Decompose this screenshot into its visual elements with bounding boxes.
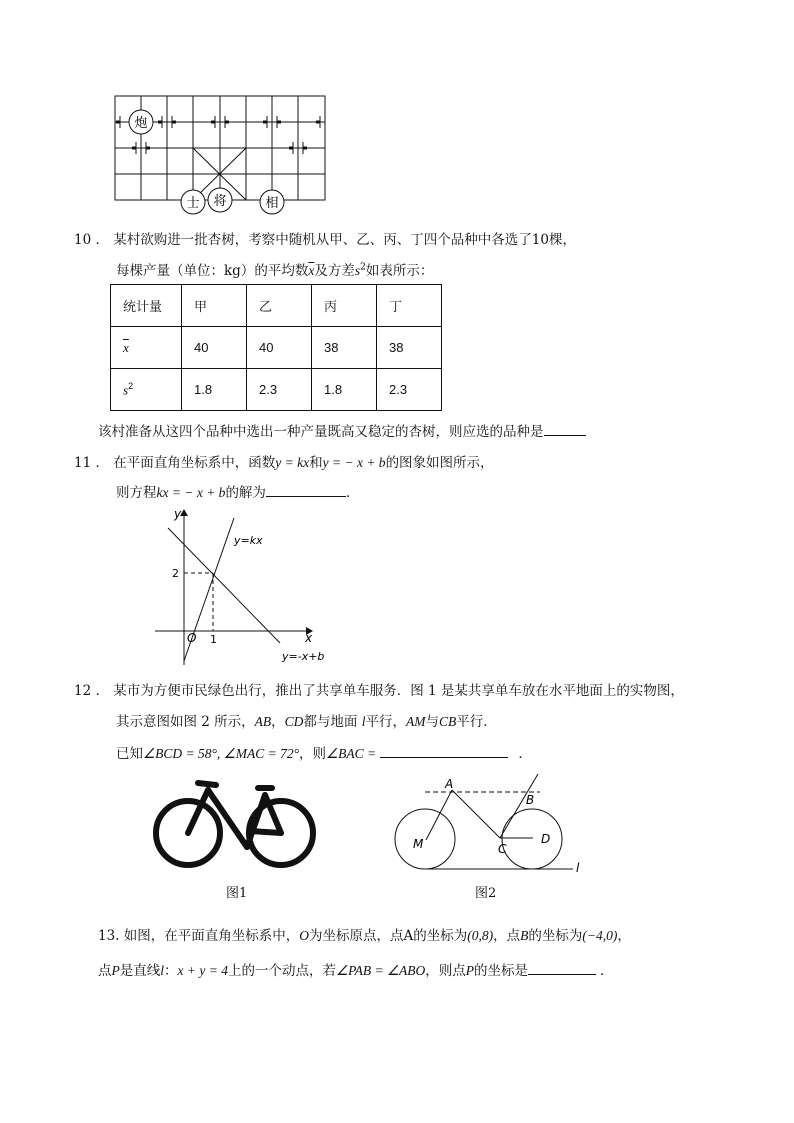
xbar-symbol: $\overline{x}$ <box>123 339 129 355</box>
bicycle-photo-figure <box>150 775 320 875</box>
formula-kx: y = kx <box>275 455 310 470</box>
answer-blank[interactable] <box>528 974 596 975</box>
fig2-label-l: l <box>576 861 580 875</box>
q12-line2-mid3: 与 <box>425 714 439 730</box>
table-cell: 统计量 <box>111 285 182 327</box>
q13-line2-post: 的坐标是 <box>474 963 529 979</box>
q10-line3 <box>98 420 586 440</box>
q13-line1-mid2: ，点 <box>493 928 521 944</box>
answer-blank[interactable] <box>544 435 586 436</box>
fig2-label-d: D <box>541 832 551 846</box>
angle-asked: ∠BAC = <box>325 746 377 761</box>
q12-line2: 其示意图如图 2 所示，AB，CD都与地面 l平行，AM与CB平行． <box>116 714 497 730</box>
formula-linear: y = − x + b <box>322 455 386 470</box>
q10-line1: 10 ． 某村欲购进一批杏树，考察中随机从甲、乙、丙、丁四个品种中各选了10棵， <box>74 232 576 248</box>
segment-ab: AB <box>254 714 272 729</box>
line-l: l <box>361 714 366 729</box>
table-row <box>111 369 442 411</box>
q10-line2-post: 如表所示： <box>365 263 434 279</box>
q13-line2-end: ． <box>600 963 614 979</box>
fig2-label-b: B <box>526 793 535 807</box>
q13-line2 <box>98 959 614 979</box>
q10-line2-mid: 及方差 <box>314 263 355 279</box>
q11-line1-post: 的图象如图所示， <box>385 455 494 471</box>
q11-line2-end: ． <box>345 485 360 501</box>
q13-line1 <box>98 924 631 944</box>
origin-label: O <box>187 631 197 645</box>
fig1-caption: 图1 <box>226 886 248 901</box>
q12-line2-mid: 都与地面 <box>303 714 358 730</box>
q12-line1: 12 ． 某市为方便市民绿色出行，推出了共享单车服务．图 1 是某共享单车放在水平地面上的实物图， <box>74 683 684 699</box>
answer-blank[interactable] <box>380 757 508 758</box>
chess-piece-pao-label: 炮 <box>134 116 148 131</box>
q13-line1-mid3: 的坐标为 <box>528 928 583 944</box>
s-squared: 2 <box>128 380 134 391</box>
table-cell: 丙 <box>312 285 377 327</box>
q12-line3 <box>116 742 532 762</box>
q13-line2-mid: 是直线 <box>119 963 161 979</box>
q12-line3-end: ． <box>518 746 532 762</box>
q10-line3-text: 该村准备从这四个品种中选出一种产量既高又稳定的杏树，则应选的品种是 <box>98 424 544 440</box>
s-symbol: s <box>354 263 361 278</box>
q12-line2-pre: 其示意图如图 2 所示， <box>116 714 255 730</box>
coord-b: (−4,0) <box>582 928 618 943</box>
fig2-label-c: C <box>498 842 507 856</box>
point-b: B <box>520 928 529 943</box>
table-cell: 2.3 <box>247 369 312 411</box>
answer-blank[interactable] <box>266 496 346 497</box>
x-axis-label: x <box>305 631 313 645</box>
angle-given: ∠BCD = 58°, ∠MAC = 72° <box>143 746 299 761</box>
segment-am: AM <box>406 714 426 729</box>
table-cell: 乙 <box>247 285 312 327</box>
s-squared: 2 <box>360 262 366 273</box>
table-row <box>111 285 442 327</box>
equation: kx = − x + b <box>156 485 226 500</box>
q13-line1-pre: 13. 如图，在平面直角坐标系中， <box>98 928 300 944</box>
point-o: O <box>299 928 310 943</box>
chess-piece-xiang-label: 相 <box>265 196 279 211</box>
table-cell: 甲 <box>182 285 247 327</box>
q11-line1-and: 和 <box>309 455 323 471</box>
chess-piece-shi <box>181 190 205 214</box>
chess-piece-shi-label: 士 <box>186 196 200 211</box>
tick-y-2: 2 <box>172 567 179 580</box>
q13-line1-mid: 为坐标原点，点A的坐标为 <box>309 928 468 944</box>
q13-line2-mid3: 上的一个动点，若 <box>227 963 336 979</box>
q13-line2-pre: 点 <box>98 963 112 979</box>
table-cell: 1.8 <box>182 369 247 411</box>
fig2-label-m: M <box>413 837 424 851</box>
coord-a: (0,8) <box>467 928 494 943</box>
q11-line1-pre: 11 ． 在平面直角坐标系中，函数 <box>74 455 276 471</box>
q11-line1 <box>74 451 494 471</box>
bicycle-schematic-figure <box>390 772 590 877</box>
function-graph <box>150 500 330 670</box>
table-cell: 40 <box>182 327 247 369</box>
table-cell: 38 <box>312 327 377 369</box>
chess-piece-xiang <box>260 190 284 214</box>
line-l: l <box>160 963 165 978</box>
q13-line2-mid2: ： <box>164 963 178 979</box>
q11-line2-pre: 则方程 <box>116 485 157 501</box>
statistics-table <box>110 284 442 411</box>
line-equation: x + y = 4 <box>177 963 228 978</box>
q11-line2-post: 的解为 <box>225 485 266 501</box>
q10-line2-pre: 每棵产量（单位：kg）的平均数 <box>116 263 309 279</box>
chess-piece-jiang <box>208 188 232 212</box>
table-row <box>111 327 442 369</box>
table-cell: 1.8 <box>312 369 377 411</box>
chessboard-figure <box>110 92 332 218</box>
table-cell: 38 <box>377 327 442 369</box>
q12-line3-pre: 已知 <box>116 746 143 762</box>
angle-condition: ∠PAB = ∠ABO <box>335 963 426 978</box>
q12-line2-post: 平行． <box>456 714 497 730</box>
fig2-caption: 图2 <box>475 886 497 901</box>
table-cell <box>111 327 182 369</box>
q13-line2-mid4: ，则点 <box>425 963 466 979</box>
segment-cb: CB <box>439 714 457 729</box>
table-cell: 丁 <box>377 285 442 327</box>
label-y-kx: y=kx <box>234 534 263 547</box>
chess-piece-jiang-label: 将 <box>213 194 227 209</box>
point-p: P <box>111 963 120 978</box>
y-axis-label: y <box>174 507 182 521</box>
point-p: P <box>465 963 475 978</box>
s-symbol: s <box>123 382 129 398</box>
table-cell: 2.3 <box>377 369 442 411</box>
fig2-label-a: A <box>445 777 454 791</box>
q13-line1-end: ， <box>617 928 631 944</box>
xbar-symbol: $\overline{x}$ <box>308 263 315 278</box>
q12-line2-mid2: 平行， <box>365 714 406 730</box>
q11-line2 <box>116 481 359 501</box>
label-y-neg-x-plus-b: y=-x+b <box>282 650 325 663</box>
tick-x-1: 1 <box>210 633 217 646</box>
q12-line3-mid: ，则 <box>298 746 326 762</box>
segment-cd: CD <box>284 714 304 729</box>
chess-piece-pao <box>129 110 153 134</box>
table-cell <box>111 369 182 411</box>
q10-line2 <box>116 259 433 279</box>
table-cell: 40 <box>247 327 312 369</box>
